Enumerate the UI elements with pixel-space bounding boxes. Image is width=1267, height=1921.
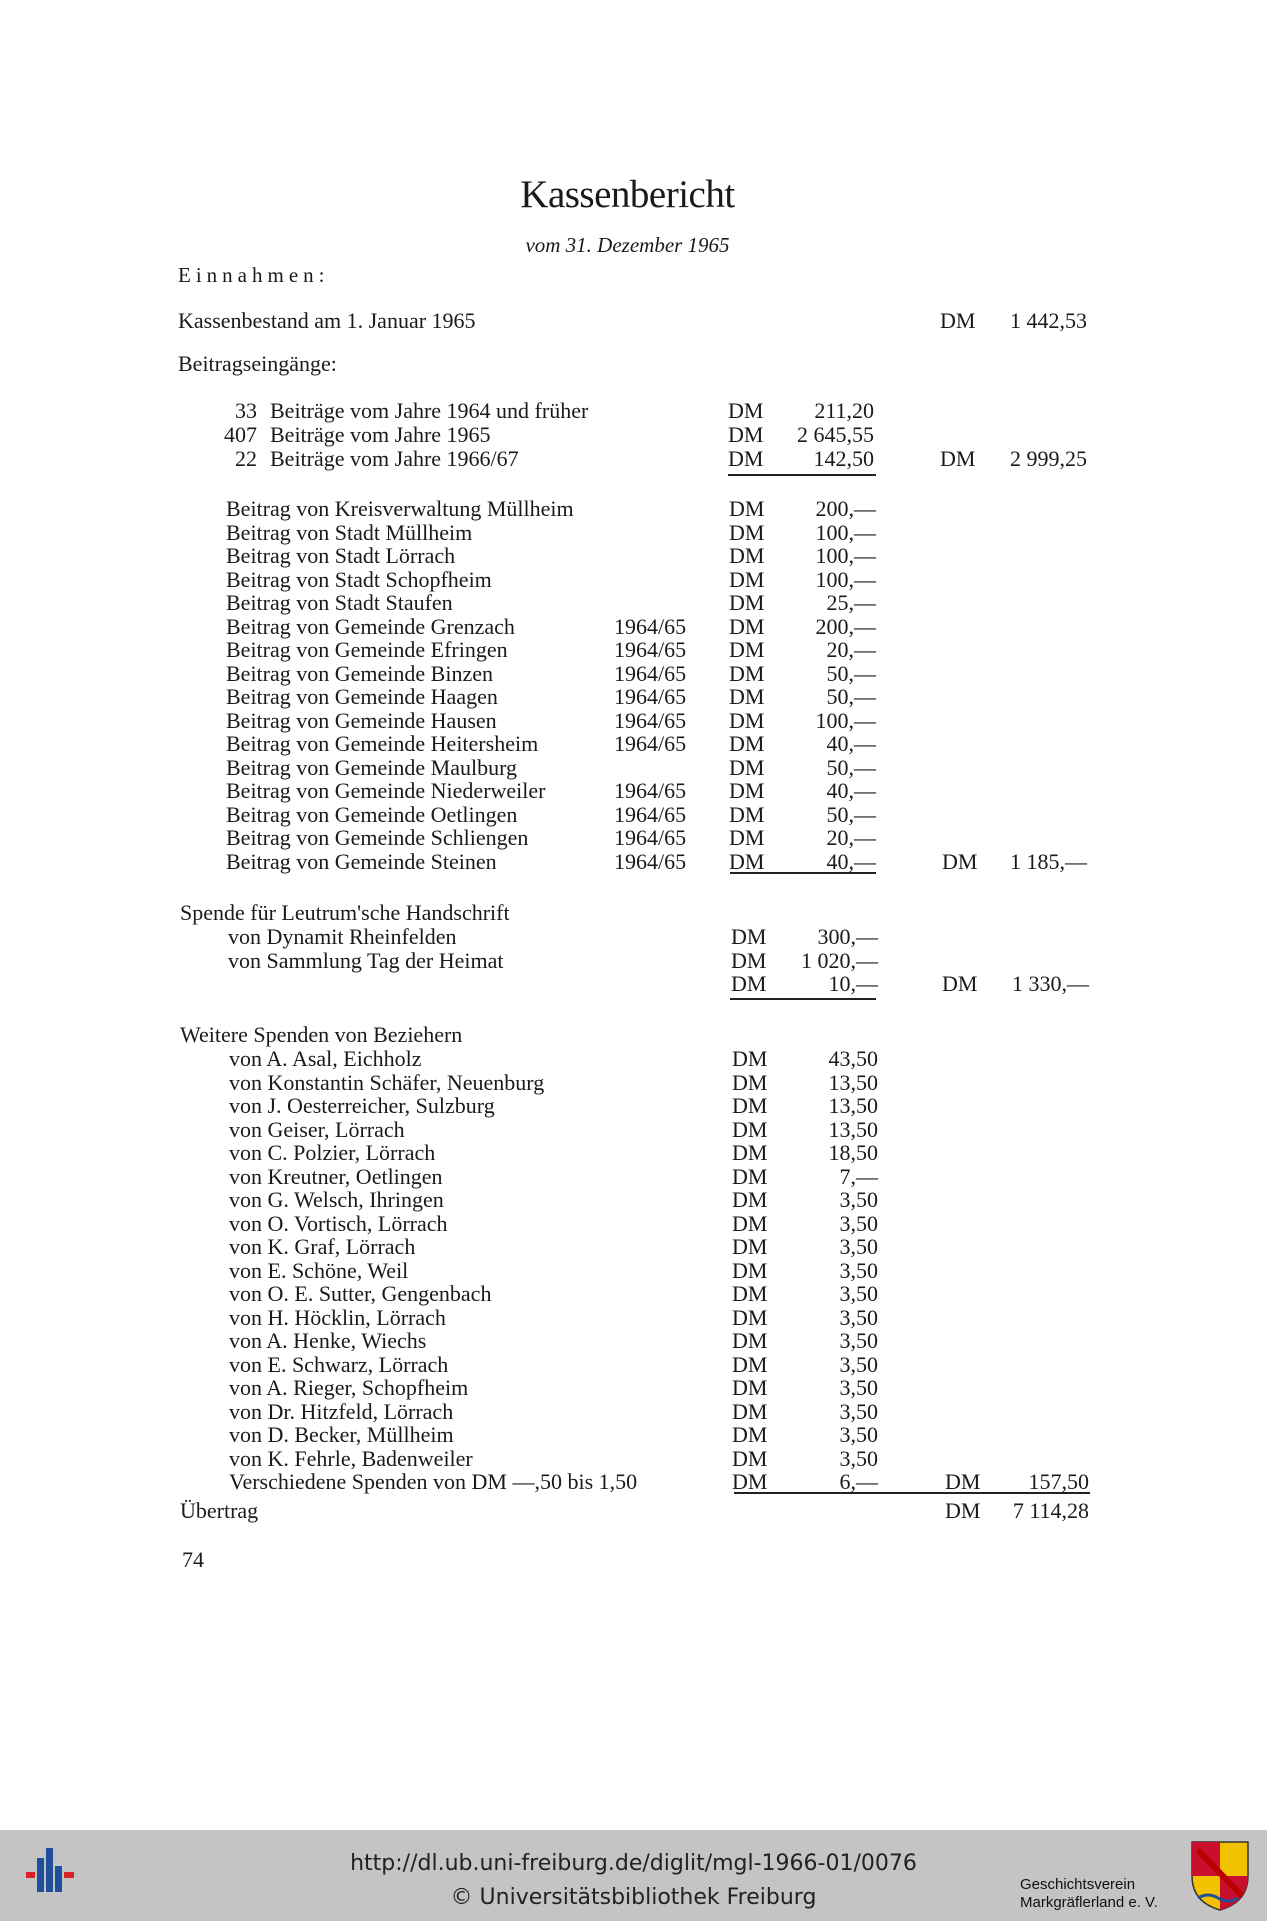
footer-organization bbox=[1020, 1876, 1158, 1912]
contribution-dm: DM bbox=[729, 684, 765, 709]
donation-dm: DM bbox=[731, 947, 767, 973]
contribution-row bbox=[0, 850, 1267, 874]
donor-row bbox=[0, 1423, 1267, 1447]
donation-amount: 1 020,— bbox=[801, 947, 878, 973]
weitere-heading: Weitere Spenden von Beziehern bbox=[180, 1022, 463, 1047]
contribution-dm: DM bbox=[729, 778, 765, 803]
contribution-text: Beitrag von Gemeinde Efringen bbox=[226, 637, 508, 662]
contribution-year: 1964/65 bbox=[614, 684, 687, 709]
donor-row bbox=[0, 1165, 1267, 1189]
org-line-2: Markgräflerland e. V. bbox=[1020, 1894, 1158, 1911]
donor-dm: DM bbox=[732, 1046, 768, 1071]
spende-total: 1 330,— bbox=[1012, 971, 1089, 996]
beitraege-heading: Beitragseingänge: bbox=[178, 351, 337, 376]
contribution-year: 1964/65 bbox=[614, 613, 687, 639]
donor-row bbox=[0, 1094, 1267, 1118]
donor-text: von Dr. Hitzfeld, Lörrach bbox=[229, 1398, 454, 1424]
donor-dm: DM bbox=[732, 1163, 768, 1189]
contribution-text: Beitrag von Gemeinde Oetlingen bbox=[226, 801, 518, 827]
contribution-amount: 200,— bbox=[815, 496, 876, 521]
contribution-amount: 40,— bbox=[826, 848, 876, 874]
donor-dm: DM bbox=[732, 1187, 768, 1212]
coat-of-arms-icon bbox=[1188, 1836, 1252, 1912]
opening-balance-row bbox=[0, 309, 1267, 333]
donor-text: von E. Schöne, Weil bbox=[229, 1257, 409, 1283]
contribution-text: Beitrag von Gemeinde Schliengen bbox=[226, 825, 529, 850]
donation-amount: 10,— bbox=[828, 971, 878, 996]
contribution-amount: 40,— bbox=[826, 778, 876, 803]
donor-dm: DM bbox=[732, 1469, 768, 1494]
contribution-row bbox=[0, 568, 1267, 592]
donor-amount: 13,50 bbox=[828, 1116, 878, 1142]
donor-dm: DM bbox=[732, 1140, 768, 1165]
contribution-dm: DM bbox=[729, 566, 765, 592]
donor-amount: 3,50 bbox=[839, 1375, 878, 1400]
rule-spende bbox=[730, 998, 876, 1000]
donor-row bbox=[0, 1141, 1267, 1165]
contribution-row bbox=[0, 497, 1267, 521]
uebertrag-label: Übertrag bbox=[180, 1498, 259, 1523]
donor-dm: DM bbox=[732, 1257, 768, 1283]
section-heading: Einnahmen: bbox=[178, 263, 330, 287]
contribution-year: 1964/65 bbox=[614, 731, 687, 756]
beitrag-text: Beiträge vom Jahre 1964 und früher bbox=[270, 398, 589, 423]
contribution-year: 1964/65 bbox=[614, 660, 687, 686]
contribution-row bbox=[0, 732, 1267, 756]
donor-dm: DM bbox=[732, 1351, 768, 1377]
opening-total: 1 442,53 bbox=[1010, 308, 1087, 333]
contribution-text: Beitrag von Gemeinde Steinen bbox=[226, 848, 497, 874]
contribution-row bbox=[0, 662, 1267, 686]
contribution-text: Beitrag von Gemeinde Grenzach bbox=[226, 613, 515, 639]
org-line-1: Geschichtsverein bbox=[1020, 1876, 1136, 1893]
contribution-amount: 50,— bbox=[826, 754, 876, 780]
donor-text: Verschiedene Spenden von DM —,50 bis 1,50 bbox=[229, 1469, 638, 1494]
donor-amount: 13,50 bbox=[828, 1093, 878, 1118]
donor-dm: DM bbox=[732, 1210, 768, 1236]
contribution-row bbox=[0, 685, 1267, 709]
donor-amount: 3,50 bbox=[839, 1304, 878, 1330]
contribution-year: 1964/65 bbox=[614, 707, 687, 733]
beitrag-amount: 2 645,55 bbox=[797, 422, 874, 447]
donor-dm: DM bbox=[732, 1398, 768, 1424]
donor-row bbox=[0, 1118, 1267, 1142]
contribution-dm: DM bbox=[729, 519, 765, 545]
donor-dm: DM bbox=[732, 1328, 768, 1353]
contribution-row bbox=[0, 826, 1267, 850]
contribution-row bbox=[0, 803, 1267, 827]
donor-row bbox=[0, 1071, 1267, 1095]
weitere-total: 157,50 bbox=[1028, 1469, 1089, 1494]
donor-row bbox=[0, 1306, 1267, 1330]
contribution-amount: 50,— bbox=[826, 684, 876, 709]
donor-row bbox=[0, 1188, 1267, 1212]
opening-label: Kassenbestand am 1. Januar 1965 bbox=[178, 308, 476, 333]
beitrag-text: Beiträge vom Jahre 1965 bbox=[270, 422, 491, 447]
donor-text: von Konstantin Schäfer, Neuenburg bbox=[229, 1069, 545, 1095]
donation-row bbox=[0, 972, 1267, 996]
rule-beitraege bbox=[728, 474, 876, 476]
donor-text: von K. Fehrle, Badenweiler bbox=[229, 1445, 473, 1471]
donor-amount: 3,50 bbox=[839, 1281, 878, 1306]
donation-amount: 300,— bbox=[817, 924, 878, 949]
spende-heading: Spende für Leutrum'sche Handschrift bbox=[180, 900, 510, 925]
contribution-dm: DM bbox=[729, 754, 765, 780]
contribution-text: Beitrag von Stadt Staufen bbox=[226, 590, 453, 615]
contribution-text: Beitrag von Gemeinde Niederweiler bbox=[226, 778, 546, 803]
donor-dm: DM bbox=[732, 1375, 768, 1400]
uebertrag-row bbox=[0, 1499, 1267, 1523]
donor-amount: 3,50 bbox=[839, 1422, 878, 1447]
donor-dm: DM bbox=[732, 1304, 768, 1330]
donor-amount: 7,— bbox=[839, 1163, 878, 1189]
donor-dm: DM bbox=[732, 1234, 768, 1259]
contribution-dm: DM bbox=[729, 707, 765, 733]
page-number: 74 bbox=[182, 1547, 204, 1572]
donor-dm: DM bbox=[732, 1116, 768, 1142]
donor-row bbox=[0, 1400, 1267, 1424]
donor-dm: DM bbox=[732, 1093, 768, 1118]
beitrag-dm: DM bbox=[728, 398, 764, 423]
contribution-dm: DM bbox=[729, 543, 765, 568]
donor-text: von K. Graf, Lörrach bbox=[229, 1234, 416, 1259]
contribution-amount: 50,— bbox=[826, 660, 876, 686]
donor-text: von Geiser, Lörrach bbox=[229, 1116, 405, 1142]
contribution-amount: 100,— bbox=[815, 707, 876, 733]
donor-amount: 3,50 bbox=[839, 1328, 878, 1353]
donor-text: von Kreutner, Oetlingen bbox=[229, 1163, 443, 1189]
donor-text: von A. Henke, Wiechs bbox=[229, 1328, 427, 1353]
donation-row bbox=[0, 949, 1267, 973]
contribution-amount: 40,— bbox=[826, 731, 876, 756]
beitraege-total-dm: DM bbox=[940, 446, 976, 471]
uebertrag-total: 7 114,28 bbox=[1012, 1498, 1089, 1523]
contribution-text: Beitrag von Stadt Lörrach bbox=[226, 543, 456, 568]
donor-amount: 3,50 bbox=[839, 1187, 878, 1212]
donor-text: von C. Polzier, Lörrach bbox=[229, 1140, 436, 1165]
contribution-year: 1964/65 bbox=[614, 778, 687, 803]
weitere-total-dm: DM bbox=[945, 1469, 981, 1494]
contribution-text: Beitrag von Stadt Schopfheim bbox=[226, 566, 492, 592]
contribution-amount: 25,— bbox=[826, 590, 876, 615]
contribution-amount: 50,— bbox=[826, 801, 876, 827]
donor-text: von G. Welsch, Ihringen bbox=[229, 1187, 444, 1212]
contribution-amount: 100,— bbox=[815, 519, 876, 545]
beitrag-count: 33 bbox=[235, 398, 257, 423]
page-subtitle: vom 31. Dezember 1965 bbox=[525, 233, 730, 257]
donor-text: von A. Rieger, Schopfheim bbox=[229, 1375, 469, 1400]
beitrag-count: 407 bbox=[224, 422, 257, 447]
donor-row bbox=[0, 1353, 1267, 1377]
beitraege-total: 2 999,25 bbox=[1010, 446, 1087, 471]
beitrag-dm: DM bbox=[728, 422, 764, 447]
donor-row bbox=[0, 1470, 1267, 1494]
contribution-year: 1964/65 bbox=[614, 801, 687, 827]
contribution-dm: DM bbox=[729, 731, 765, 756]
beitrag-amount: 211,20 bbox=[814, 398, 874, 423]
donor-amount: 13,50 bbox=[828, 1069, 878, 1095]
beitrag-row bbox=[0, 423, 1267, 447]
contribution-row bbox=[0, 615, 1267, 639]
donor-row bbox=[0, 1235, 1267, 1259]
beitrag-dm: DM bbox=[728, 446, 764, 471]
donor-dm: DM bbox=[732, 1069, 768, 1095]
donor-row bbox=[0, 1047, 1267, 1071]
contribution-row bbox=[0, 638, 1267, 662]
donor-text: von A. Asal, Eichholz bbox=[229, 1046, 422, 1071]
beitrag-row bbox=[0, 399, 1267, 423]
donor-dm: DM bbox=[732, 1281, 768, 1306]
contribution-row bbox=[0, 521, 1267, 545]
footer-url-link[interactable]: http://dl.ub.uni-freiburg.de/diglit/mgl-1966-01/0076 bbox=[350, 1851, 917, 1876]
donor-row bbox=[0, 1259, 1267, 1283]
contribution-dm: DM bbox=[729, 801, 765, 827]
donor-text: von O. E. Sutter, Gengenbach bbox=[229, 1281, 492, 1306]
donor-text: von D. Becker, Müllheim bbox=[229, 1422, 454, 1447]
donor-amount: 3,50 bbox=[839, 1257, 878, 1283]
donor-amount: 3,50 bbox=[839, 1234, 878, 1259]
donation-row bbox=[0, 925, 1267, 949]
contribution-row bbox=[0, 779, 1267, 803]
donation-text: von Dynamit Rheinfelden bbox=[228, 924, 457, 949]
donor-dm: DM bbox=[732, 1445, 768, 1471]
footer-copyright: © Universitätsbibliothek Freiburg bbox=[450, 1885, 817, 1910]
page-title: Kassenbericht bbox=[520, 173, 735, 216]
donor-text: von O. Vortisch, Lörrach bbox=[229, 1210, 448, 1236]
donor-amount: 3,50 bbox=[839, 1445, 878, 1471]
contribution-text: Beitrag von Gemeinde Binzen bbox=[226, 660, 493, 686]
contribution-row bbox=[0, 756, 1267, 780]
gemeinden-total-dm: DM bbox=[942, 848, 978, 874]
contribution-row bbox=[0, 709, 1267, 733]
beitrag-count: 22 bbox=[235, 446, 257, 471]
contribution-dm: DM bbox=[729, 613, 765, 639]
donor-amount: 3,50 bbox=[839, 1398, 878, 1424]
beitrag-text: Beiträge vom Jahre 1966/67 bbox=[270, 446, 519, 471]
contribution-year: 1964/65 bbox=[614, 637, 687, 662]
spende-total-dm: DM bbox=[942, 971, 978, 996]
donor-row bbox=[0, 1376, 1267, 1400]
contribution-dm: DM bbox=[729, 496, 765, 521]
opening-dm: DM bbox=[940, 308, 976, 333]
donor-amount: 43,50 bbox=[828, 1046, 878, 1071]
contribution-amount: 20,— bbox=[826, 825, 876, 850]
donor-text: von E. Schwarz, Lörrach bbox=[229, 1351, 449, 1377]
contribution-dm: DM bbox=[729, 825, 765, 850]
donor-amount: 3,50 bbox=[839, 1351, 878, 1377]
footer-bar bbox=[0, 1830, 1267, 1921]
donation-text: von Sammlung Tag der Heimat bbox=[228, 947, 504, 973]
contribution-dm: DM bbox=[729, 848, 765, 874]
donor-row bbox=[0, 1447, 1267, 1471]
contribution-text: Beitrag von Kreisverwaltung Müllheim bbox=[226, 496, 574, 521]
contribution-amount: 100,— bbox=[815, 566, 876, 592]
donation-dm: DM bbox=[731, 924, 767, 949]
donor-amount: 3,50 bbox=[839, 1210, 878, 1236]
contribution-text: Beitrag von Gemeinde Maulburg bbox=[226, 754, 518, 780]
gemeinden-total: 1 185,— bbox=[1010, 848, 1087, 874]
contribution-row bbox=[0, 591, 1267, 615]
contribution-amount: 100,— bbox=[815, 543, 876, 568]
donor-row bbox=[0, 1329, 1267, 1353]
donor-amount: 6,— bbox=[839, 1469, 878, 1494]
contribution-text: Beitrag von Gemeinde Hausen bbox=[226, 707, 497, 733]
contribution-row bbox=[0, 544, 1267, 568]
rule-weitere bbox=[734, 1492, 1090, 1494]
beitrag-row bbox=[0, 447, 1267, 471]
donor-row bbox=[0, 1282, 1267, 1306]
beitrag-amount: 142,50 bbox=[813, 446, 874, 471]
contribution-amount: 20,— bbox=[826, 637, 876, 662]
donor-dm: DM bbox=[732, 1422, 768, 1447]
contribution-year: 1964/65 bbox=[614, 848, 687, 874]
contribution-text: Beitrag von Stadt Müllheim bbox=[226, 519, 473, 545]
contribution-dm: DM bbox=[729, 660, 765, 686]
donor-amount: 18,50 bbox=[828, 1140, 878, 1165]
donor-row bbox=[0, 1212, 1267, 1236]
contribution-amount: 200,— bbox=[815, 613, 876, 639]
contribution-year: 1964/65 bbox=[614, 825, 687, 850]
uebertrag-dm: DM bbox=[945, 1498, 981, 1523]
contribution-dm: DM bbox=[729, 590, 765, 615]
donor-text: von J. Oesterreicher, Sulzburg bbox=[229, 1093, 495, 1118]
contribution-text: Beitrag von Gemeinde Heitersheim bbox=[226, 731, 539, 756]
donor-text: von H. Höcklin, Lörrach bbox=[229, 1304, 446, 1330]
rule-gemeinden bbox=[730, 872, 876, 874]
donation-dm: DM bbox=[731, 971, 767, 996]
contribution-text: Beitrag von Gemeinde Haagen bbox=[226, 684, 498, 709]
contribution-dm: DM bbox=[729, 637, 765, 662]
